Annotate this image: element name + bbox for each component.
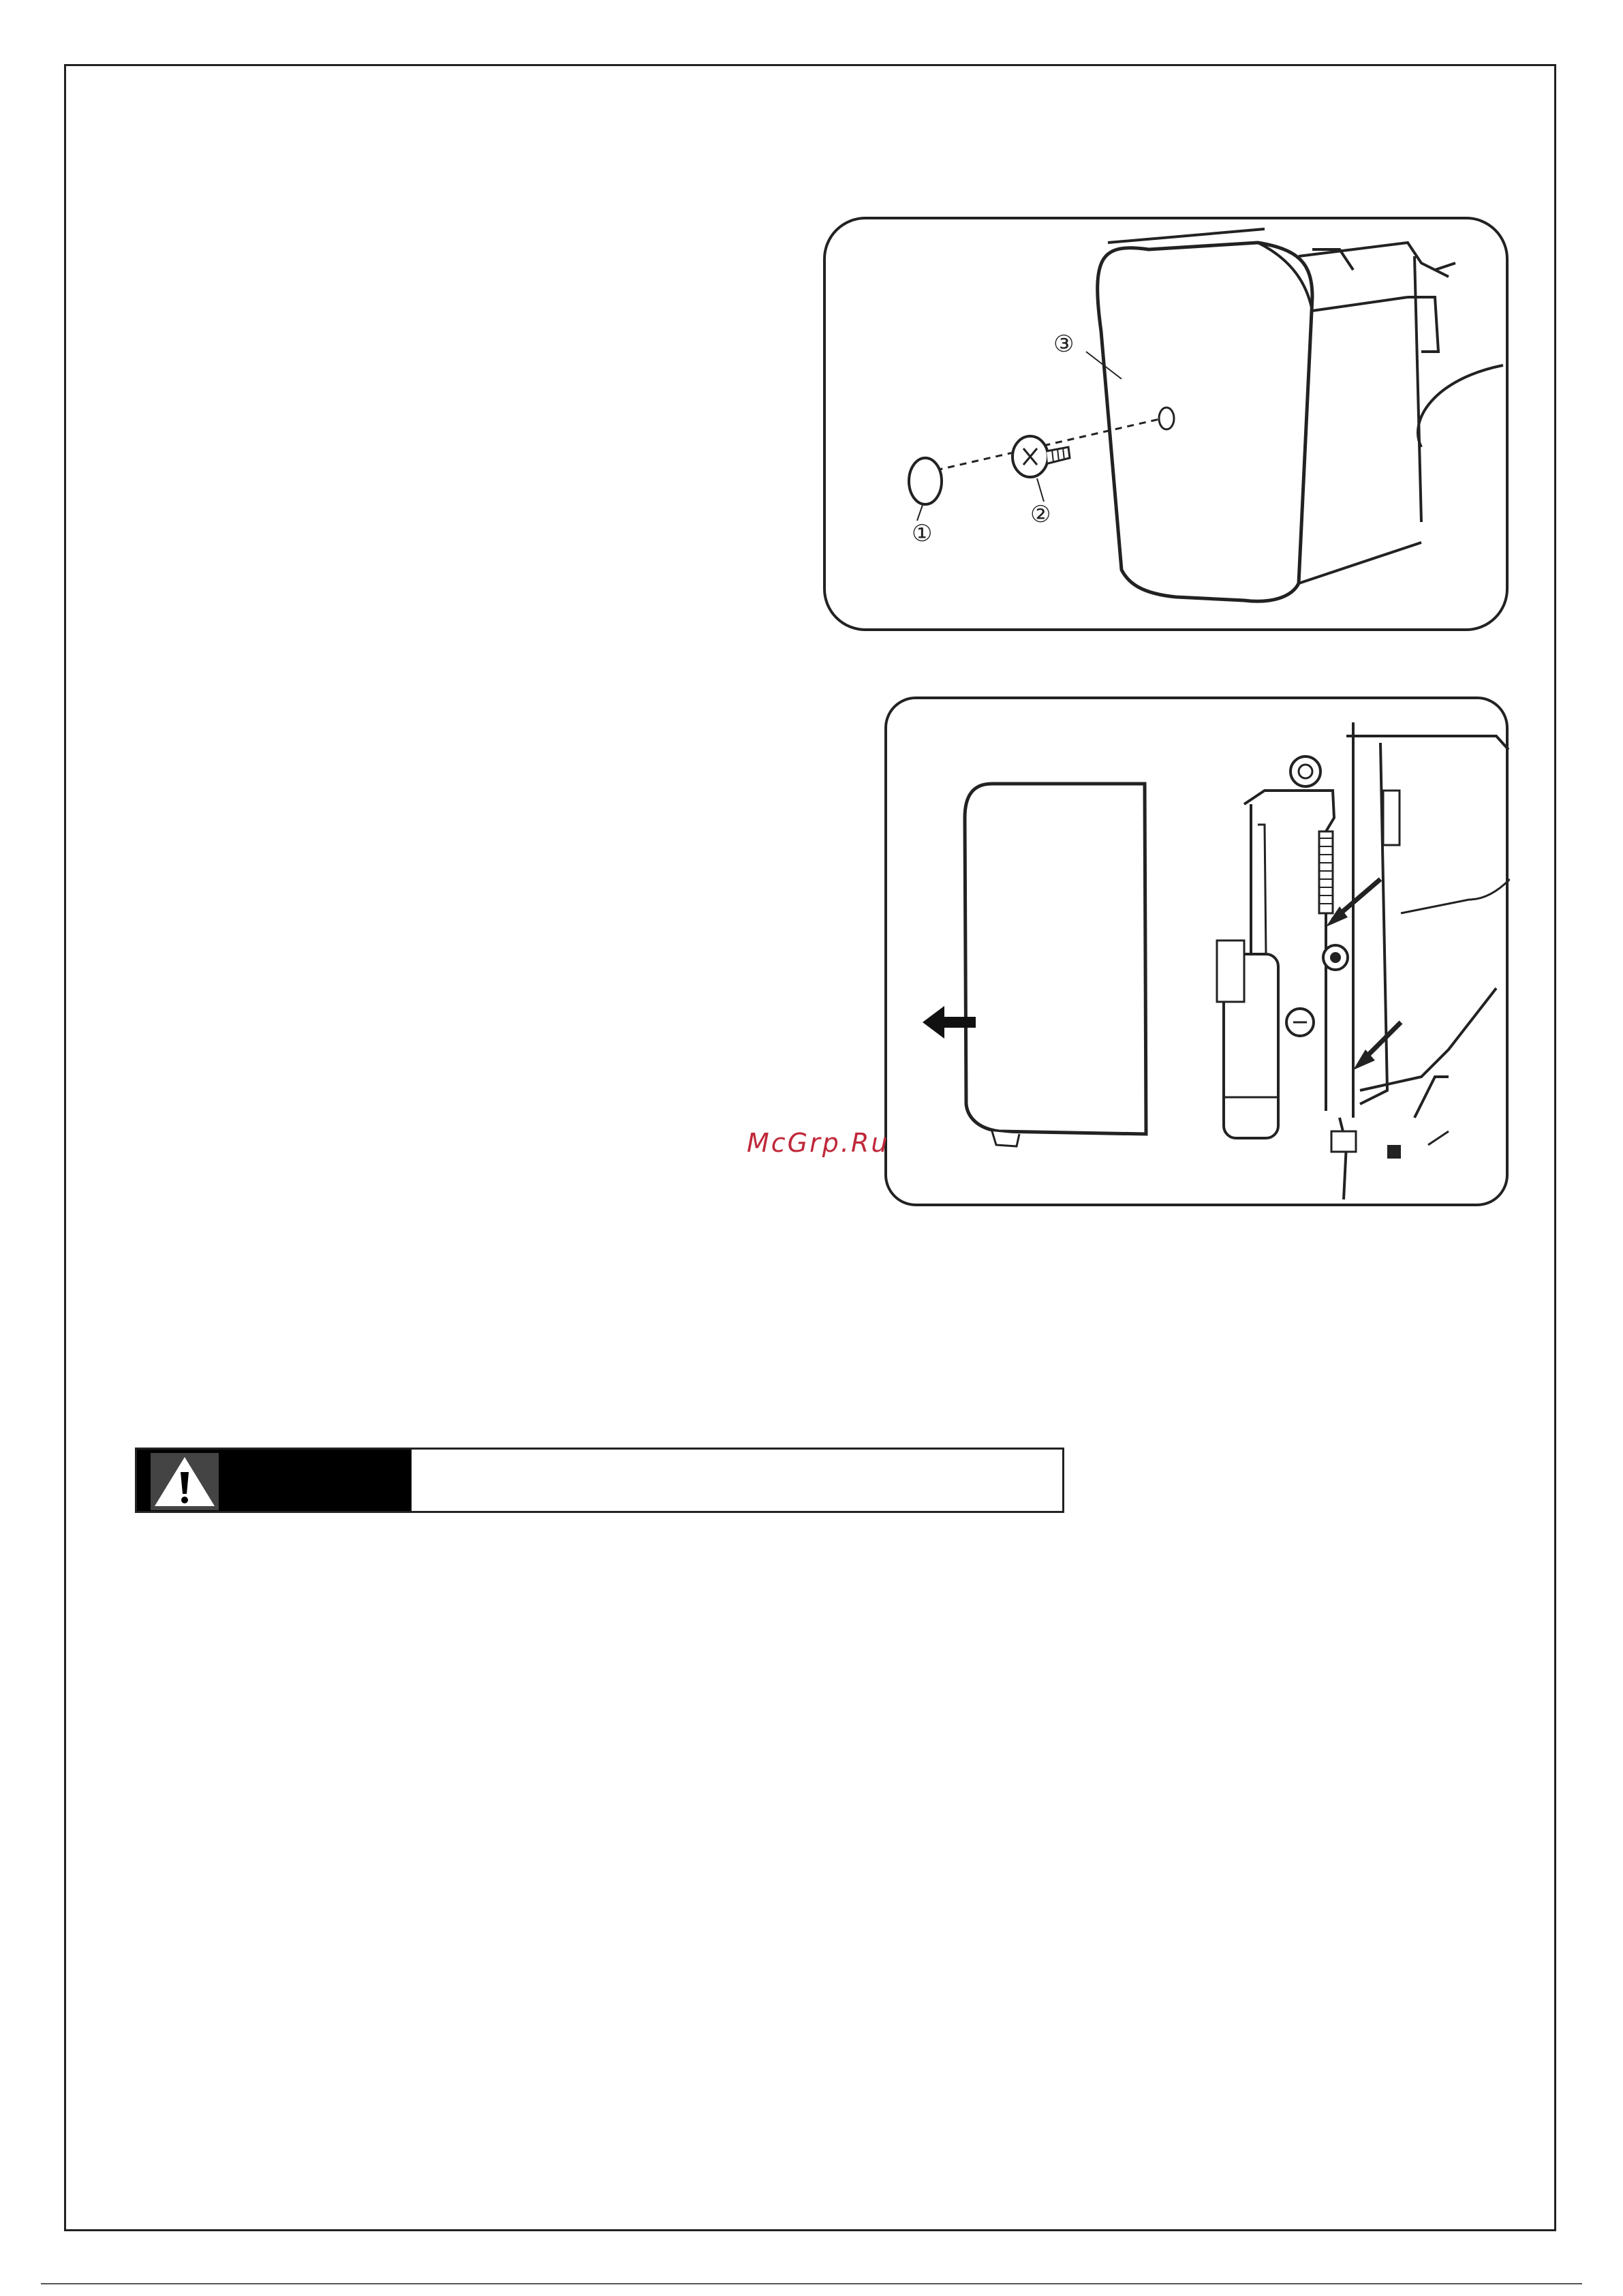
callout-1: ① xyxy=(912,520,933,547)
warning-header xyxy=(137,1450,412,1511)
warning-text xyxy=(412,1450,1062,1511)
face-cover-screw-figure xyxy=(822,215,1510,632)
callout-3: ③ xyxy=(1053,331,1075,358)
warning-triangle-icon xyxy=(151,1453,219,1510)
warning-box xyxy=(135,1448,1064,1513)
cover-removal-figure xyxy=(883,695,1510,1208)
footer-rule xyxy=(41,2283,1582,2284)
callout-2: ② xyxy=(1030,501,1051,528)
watermark-text: McGrp.Ru xyxy=(747,1128,890,1158)
